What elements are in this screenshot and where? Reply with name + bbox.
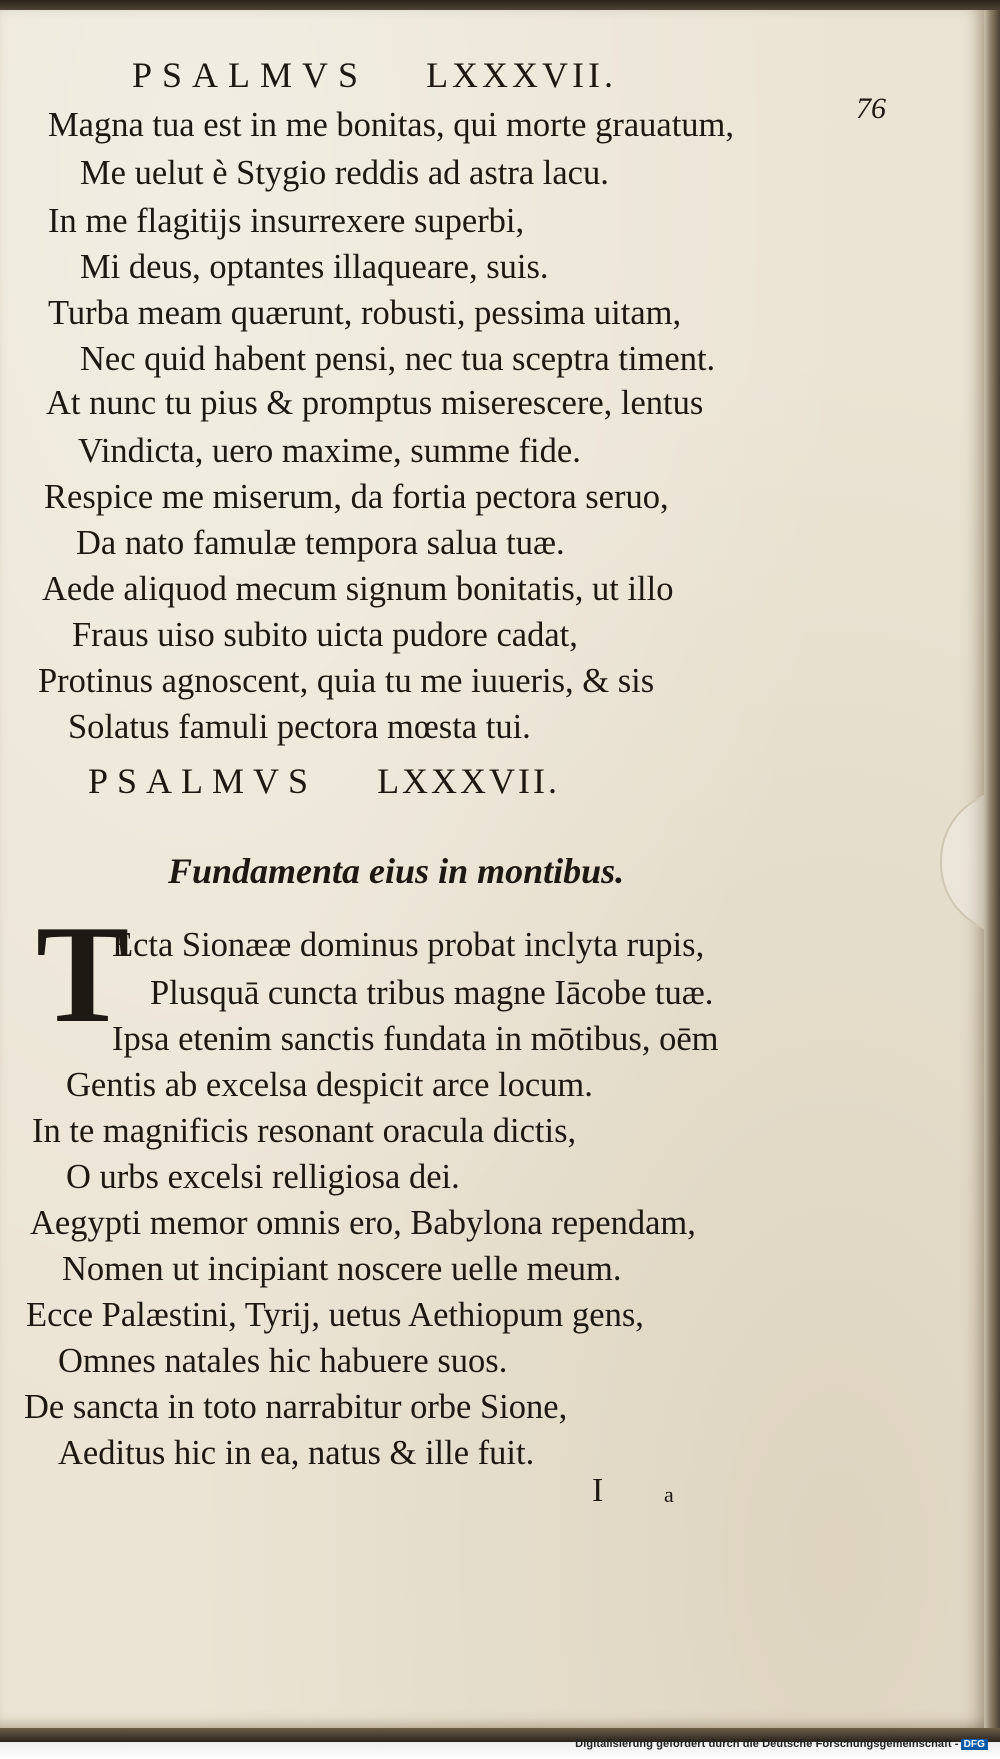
credit-text: Digitalisierung gefördert durch die Deutsche Forschungsgemeinschaft - <box>575 1738 959 1750</box>
verse-line-3: Ipsa etenim sanctis fundata in mōtibus, oēm <box>112 1020 719 1058</box>
verse-line-prev-1: Magna tua est in me bonitas, qui morte grauatum, <box>48 106 735 144</box>
verse-line-12: Aeditus hic in ea, natus & ille fuit. <box>58 1434 535 1472</box>
running-head <box>132 54 617 96</box>
verse-line-7: Aegypti memor omnis ero, Babylona rependam, <box>30 1204 696 1242</box>
running-head-number: LXXXVII. <box>426 55 618 95</box>
verse-line-8: Nomen ut incipiant noscere uelle meum. <box>62 1250 622 1288</box>
verse-line-prev-13: Protinus agnoscent, quia tu me iuueris, & sis <box>38 662 655 700</box>
signature-mark: a <box>664 1482 674 1507</box>
running-head-title: PSALMVS <box>132 55 369 95</box>
psalm-title <box>88 760 560 802</box>
psalm-number: LXXXVII. <box>377 761 561 801</box>
verse-line-prev-12: Fraus uiso subito uicta pudore cadat, <box>72 616 578 654</box>
verse-line-prev-8: Vindicta, uero maxime, summe fide. <box>78 432 581 470</box>
verse-line-prev-11: Aede aliquod mecum signum bonitatis, ut illo <box>42 570 674 608</box>
verse-line-1: Ecta Sionææ dominus probat inclyta rupis, <box>112 926 705 964</box>
verse-line-5: In te magnificis resonant oracula dictis, <box>32 1112 577 1150</box>
folio-number: 76 <box>856 92 886 125</box>
verse-line-prev-10: Da nato famulæ tempora salua tuæ. <box>76 524 565 562</box>
verse-line-4: Gentis ab excelsa despicit arce locum. <box>66 1066 593 1104</box>
verse-line-prev-5: Turba meam quærunt, robusti, pessima uitam, <box>48 294 682 332</box>
verse-line-prev-9: Respice me miserum, da fortia pectora seruo, <box>44 478 669 516</box>
digitization-credit <box>575 1738 988 1750</box>
verse-line-2: Plusquā cuncta tribus magne Iācobe tuæ. <box>150 974 714 1012</box>
verse-line-prev-6: Nec quid habent pensi, nec tua sceptra timent. <box>80 340 716 378</box>
book-fore-edge <box>984 10 1000 1728</box>
verse-line-prev-3: In me flagitijs insurrexere superbi, <box>48 202 525 240</box>
catchword: I <box>592 1472 604 1509</box>
book-page <box>0 10 984 1728</box>
verse-line-11: De sancta in toto narrabitur orbe Sione, <box>24 1388 568 1426</box>
verse-line-prev-2: Me uelut è Stygio reddis ad astra lacu. <box>80 154 609 192</box>
dfg-logo: DFG <box>961 1739 988 1750</box>
verse-line-prev-14: Solatus famuli pectora mœsta tui. <box>68 708 531 746</box>
verse-line-9: Ecce Palæstini, Tyrij, uetus Aethiopum gens, <box>26 1296 644 1334</box>
psalm-incipit: Fundamenta eius in montibus. <box>168 851 625 891</box>
verse-line-prev-7: At nunc tu pius & promptus miserescere, lentus <box>46 384 704 422</box>
verse-line-10: Omnes natales hic habuere suos. <box>58 1342 508 1380</box>
drop-cap-letter: T <box>36 897 130 1052</box>
verse-line-prev-4: Mi deus, optantes illaqueare, suis. <box>80 248 549 286</box>
psalm-title-word: PSALMVS <box>88 761 318 801</box>
verse-line-6: O urbs excelsi relligiosa dei. <box>66 1158 460 1196</box>
